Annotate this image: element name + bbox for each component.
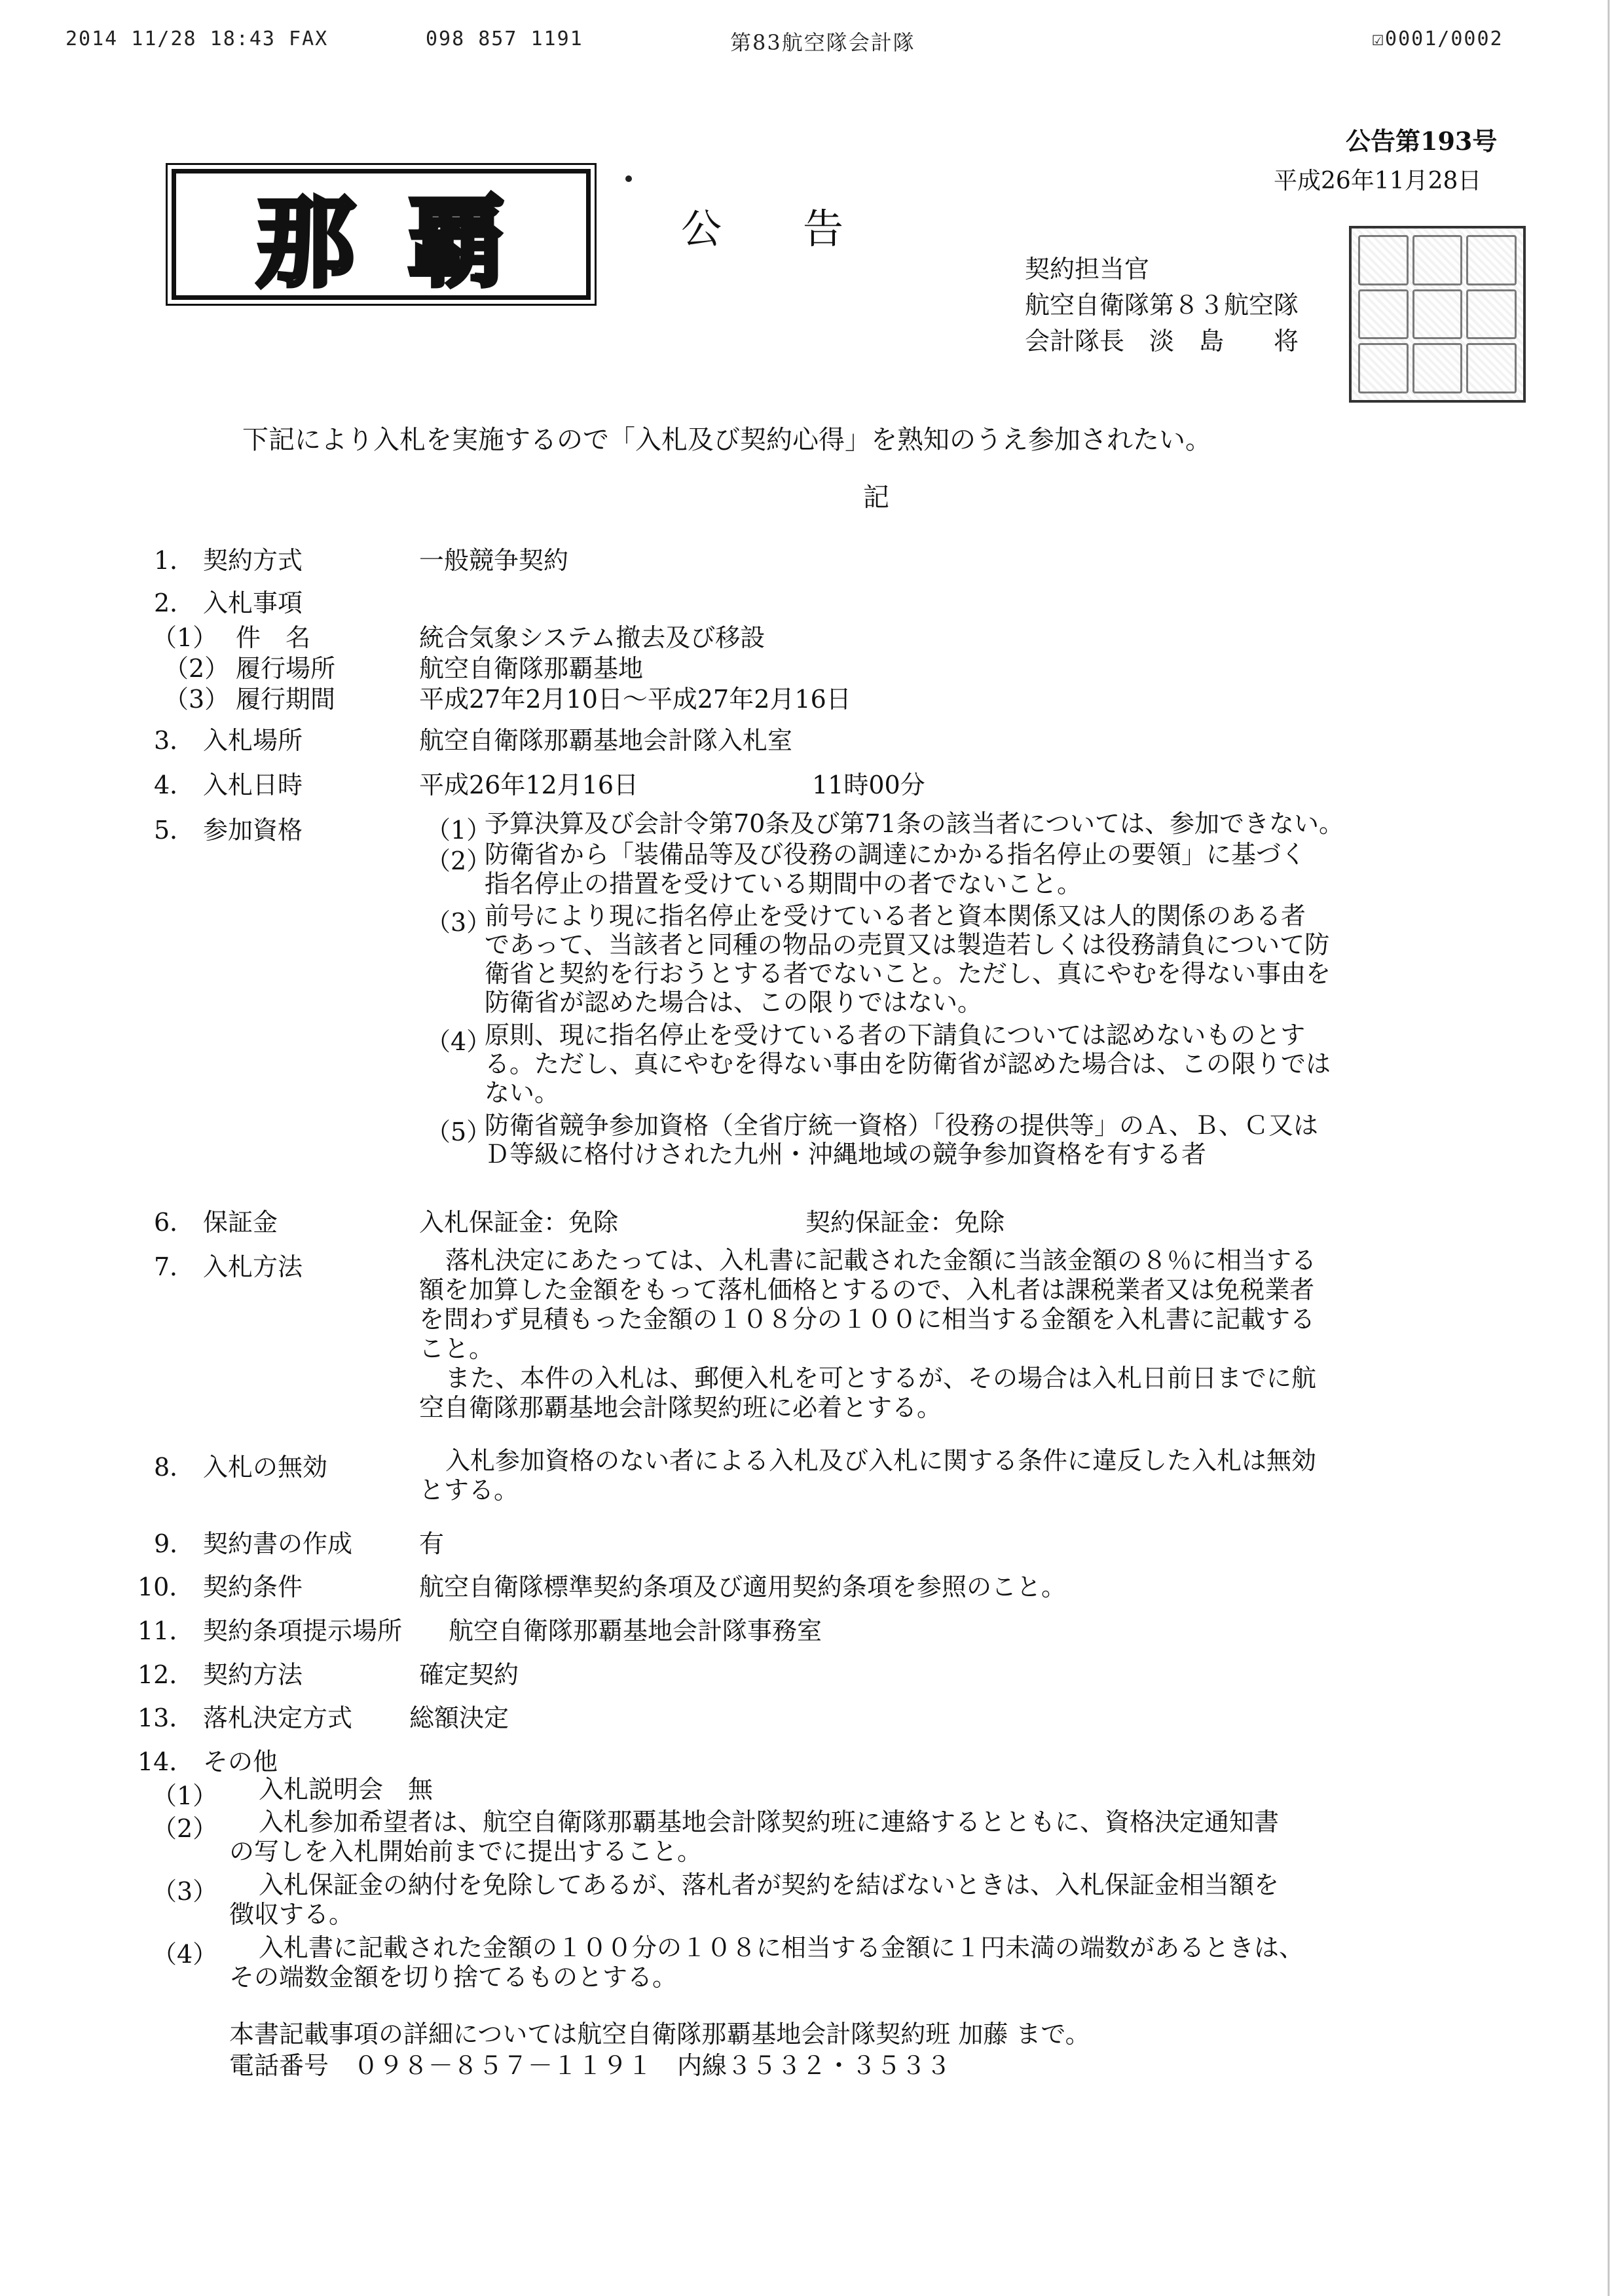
item-2-label: 入札事項	[203, 589, 303, 617]
item-5-2-line: 防衛省から「装備品等及び役務の調達にかかる指名停止の要領」に基づく	[485, 840, 1306, 869]
item-2-number: 2．	[154, 589, 195, 617]
item-9-value: 有	[419, 1529, 445, 1558]
item-1-label: 契約方式	[203, 546, 303, 575]
item-10-value: 航空自衛隊標準契約条項及び適用契約条項を参照のこと。	[419, 1573, 1067, 1601]
item-5-5-line: 防衛省競争参加資格（全省庁統一資格）「役務の提供等」のＡ、Ｂ、Ｃ又は	[485, 1111, 1319, 1140]
item-9-label: 契約書の作成	[203, 1529, 353, 1558]
item-13-value: 総額決定	[409, 1704, 509, 1732]
item-7-label: 入札方法	[203, 1252, 303, 1281]
item-5-1-number: （1）	[426, 816, 492, 845]
item-5-4-line: る。ただし、真にやむを得ない事由を防衛省が認めた場合は、この限りでは	[485, 1049, 1331, 1078]
seal-pattern	[1358, 235, 1517, 393]
item-11-number: 11．	[138, 1616, 194, 1645]
item-14-2-number: （2）	[152, 1814, 218, 1843]
fax-sender: 第83航空隊会計隊	[730, 30, 915, 55]
item-5-4-number: （4）	[426, 1027, 492, 1056]
item-5-2-number: （2）	[426, 847, 492, 875]
item-4-time: 11時00分	[812, 771, 925, 799]
item-6-contract-deposit: 契約保証金：免除	[805, 1208, 1005, 1237]
item-7-line: また、本件の入札は、郵便入札を可とするが、その場合は入札日前日までに航	[445, 1364, 1317, 1393]
item-9-number: 9．	[154, 1529, 195, 1558]
item-10-label: 契約条件	[203, 1573, 303, 1601]
item-14-1-line: 入札説明会 無	[259, 1775, 434, 1804]
issuer-title: 契約担当官	[1025, 255, 1150, 283]
item-2-1-value: 統合気象システム撤去及び移設	[419, 623, 766, 652]
issuer-name: 会計隊長 淡 島 将	[1025, 327, 1299, 355]
item-2-2-number: （2）	[164, 654, 230, 683]
item-14-2-line: の写しを入札開始前までに提出すること。	[229, 1837, 703, 1866]
item-2-2-value: 航空自衛隊那覇基地	[419, 654, 644, 683]
speck	[625, 175, 632, 182]
item-6-number: 6．	[154, 1208, 195, 1237]
item-12-label: 契約方法	[203, 1660, 303, 1689]
item-12-value: 確定契約	[419, 1660, 519, 1689]
notice-date: 平成26年11月28日	[1274, 168, 1482, 194]
item-11-label: 契約条項提示場所	[203, 1616, 403, 1645]
item-14-number: 14．	[138, 1747, 194, 1776]
item-5-3-number: （3）	[426, 908, 492, 937]
item-2-1-number: （1）	[152, 623, 218, 652]
item-8-line: とする。	[419, 1476, 519, 1504]
item-13-label: 落札決定方式	[203, 1704, 353, 1732]
item-14-4-line: 入札書に記載された金額の１００分の１０８に相当する金額に１円未満の端数があるときは、	[259, 1933, 1304, 1962]
notice-number: 公告第193号	[1346, 126, 1498, 156]
item-5-3-line: 衛省と契約を行おうとする者でないこと。ただし、真にやむを得ない事由を	[485, 959, 1331, 988]
item-2-1-label: 件 名	[236, 623, 311, 652]
item-5-number: 5．	[154, 816, 195, 845]
item-14-label: その他	[203, 1747, 278, 1776]
item-14-4-line: その端数金額を切り捨てるものとする。	[229, 1963, 678, 1992]
item-5-1-text: 予算決算及び会計令第70条及び第71条の該当者については、参加できない。	[485, 809, 1344, 838]
fax-page-number: ☑0001/0002	[1372, 27, 1504, 50]
item-8-line: 入札参加資格のない者による入札及び入札に関する条件に違反した入札は無効	[445, 1446, 1317, 1475]
item-14-1-number: （1）	[152, 1781, 218, 1810]
item-14-3-number: （3）	[152, 1877, 218, 1906]
item-4-label: 入札日時	[203, 771, 303, 799]
item-4-value: 平成26年12月16日	[419, 771, 639, 799]
item-1-value: 一般競争契約	[419, 546, 569, 575]
item-14-3-line: 徴収する。	[229, 1900, 354, 1929]
item-7-line: を問わず見積もった金額の１０８分の１００に相当する金額を入札書に記載する	[419, 1305, 1316, 1334]
item-6-bid-deposit: 入札保証金：免除	[419, 1208, 619, 1237]
naha-logo	[172, 169, 591, 300]
item-14-3-line: 入札保証金の納付を免除してあるが、落札者が契約を結ばないときは、入札保証金相当額を	[259, 1870, 1280, 1899]
item-14-2-line: 入札参加希望者は、航空自衛隊那覇基地会計隊契約班に連絡するとともに、資格決定通知書	[259, 1808, 1280, 1836]
item-5-4-line: ない。	[485, 1078, 560, 1107]
scan-edge-line	[1608, 0, 1610, 2296]
item-7-line: 空自衛隊那覇基地会計隊契約班に必着とする。	[419, 1393, 942, 1422]
item-3-value: 航空自衛隊那覇基地会計隊入札室	[419, 726, 793, 755]
item-7-line: こと。	[419, 1334, 494, 1363]
item-3-label: 入札場所	[203, 726, 303, 755]
fax-datetime: 2014 11/28 18:43 FAX	[65, 27, 329, 50]
item-8-number: 8．	[154, 1453, 195, 1482]
item-7-number: 7．	[154, 1252, 195, 1281]
item-5-2-line: 指名停止の措置を受けている期間中の者でないこと。	[485, 869, 1082, 898]
item-5-3-line: であって、当該者と同種の物品の売買又は製造若しくは役務請負について防	[485, 930, 1330, 959]
ki-heading: 記	[863, 483, 889, 513]
contact-note: 本書記載事項の詳細については航空自衛隊那覇基地会計隊契約班 加藤 まで。	[229, 2020, 1090, 2049]
intro-text: 下記により入札を実施するので「入札及び契約心得」を熟知のうえ参加されたい。	[242, 425, 1211, 455]
item-2-3-label: 履行期間	[236, 685, 336, 714]
item-14-4-number: （4）	[152, 1940, 218, 1969]
item-5-4-line: 原則、現に指名停止を受けている者の下請負については認めないものとす	[485, 1021, 1306, 1049]
fax-phone: 098 857 1191	[426, 27, 583, 50]
item-8-label: 入札の無効	[203, 1453, 328, 1482]
item-5-5-number: （5）	[426, 1118, 492, 1146]
official-seal-stamp	[1349, 226, 1526, 403]
item-10-number: 10．	[138, 1573, 194, 1601]
item-7-line: 額を加算した金額をもって落札価格とするので、入札者は課税業者又は免税業者	[419, 1275, 1315, 1304]
item-2-2-label: 履行場所	[236, 654, 336, 683]
page-title: 公 告	[681, 205, 844, 253]
item-5-label: 参加資格	[203, 816, 303, 845]
item-3-number: 3．	[154, 726, 195, 755]
issuer-unit: 航空自衛隊第８３航空隊	[1025, 291, 1299, 319]
item-5-3-line: 防衛省が認めた場合は、この限りではない。	[485, 988, 983, 1017]
contact-phone: 電話番号 ０９８－８５７－１１９１ 内線３５３２・３５３３	[229, 2051, 951, 2080]
item-11-value: 航空自衛隊那覇基地会計隊事務室	[449, 1616, 822, 1645]
item-4-number: 4．	[154, 771, 195, 799]
item-5-3-line: 前号により現に指名停止を受けている者と資本関係又は人的関係のある者	[485, 902, 1306, 930]
item-2-3-value: 平成27年2月10日～平成27年2月16日	[419, 685, 851, 714]
item-13-number: 13．	[138, 1704, 194, 1732]
item-5-5-line: Ｄ等級に格付けされた九州・沖縄地域の競争参加資格を有する者	[485, 1140, 1207, 1169]
item-7-line: 落札決定にあたっては、入札書に記載された金額に当該金額の８％に相当する	[445, 1246, 1317, 1275]
item-6-label: 保証金	[203, 1208, 278, 1237]
item-12-number: 12．	[138, 1660, 194, 1689]
item-2-3-number: （3）	[164, 685, 230, 714]
item-1-number: 1．	[154, 546, 195, 575]
naha-logo-text: 那覇	[256, 187, 558, 301]
